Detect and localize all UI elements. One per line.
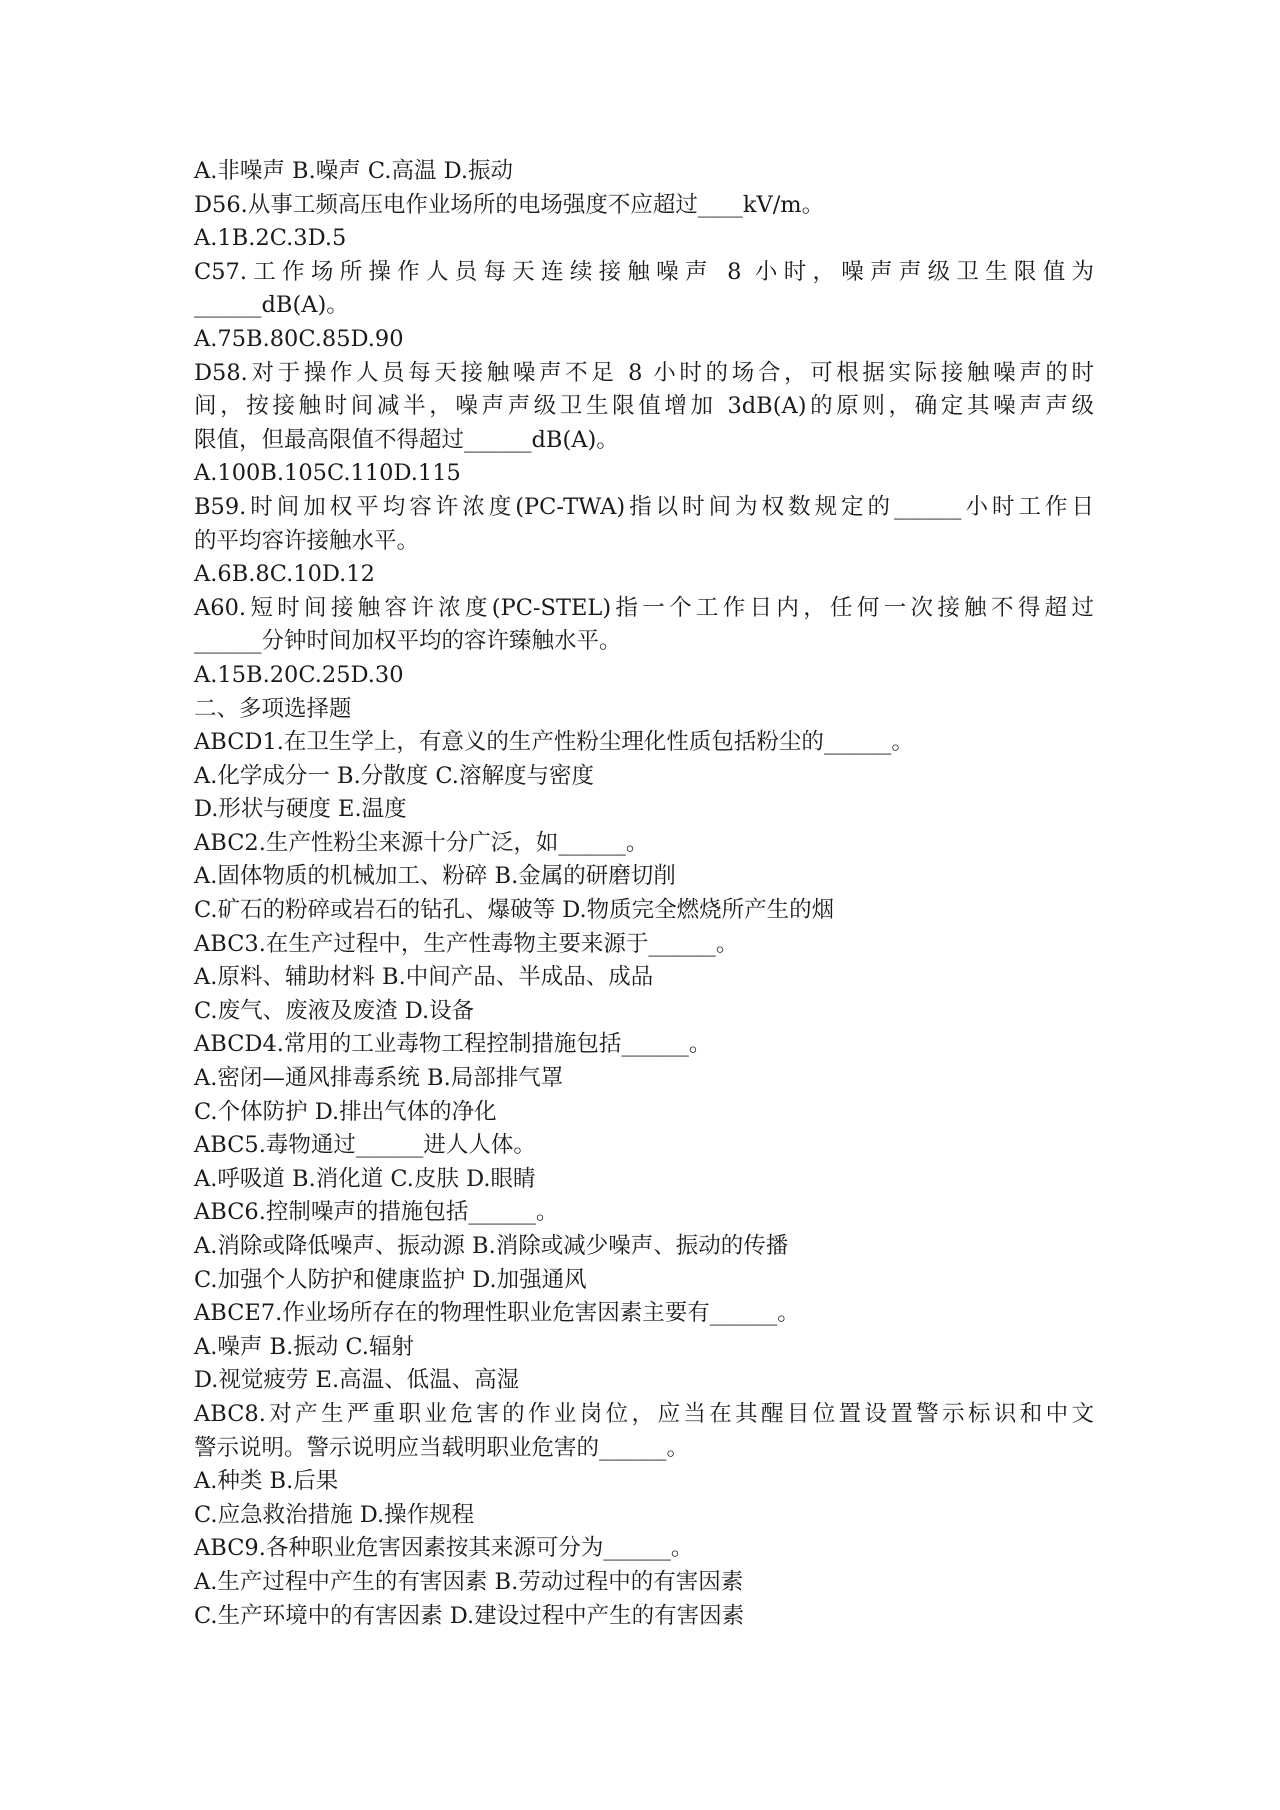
text-line: ABCD1.在卫生学上，有意义的生产性粉尘理化性质包括粉尘的______。 <box>194 729 914 756</box>
text-line: 间，按接触时间减半，噪声声级卫生限值增加 3dB(A)的原则，确定其噪声声级 <box>194 393 1094 420</box>
text-line: ABC5.毒物通过______进人人体。 <box>194 1132 536 1159</box>
text-line: C.废气、废液及废渣 D.设备 <box>194 997 475 1024</box>
section-heading: 二、多项选择题 <box>194 695 352 722</box>
text-line: ABC6.控制噪声的措施包括______。 <box>194 1199 559 1226</box>
text-line: ______dB(A)。 <box>194 292 349 319</box>
text-line: A.15B.20C.25D.30 <box>194 661 404 688</box>
text-line: C.生产环境中的有害因素 D.建设过程中产生的有害因素 <box>194 1602 745 1629</box>
text-line: D56.从事工频高压电作业场所的电场强度不应超过____kV/m。 <box>194 191 825 218</box>
text-line: 警示说明。警示说明应当载明职业危害的______。 <box>194 1434 690 1461</box>
text-line: C.应急救治措施 D.操作规程 <box>194 1501 475 1528</box>
text-line: A.化学成分一 B.分散度 C.溶解度与密度 <box>194 762 594 789</box>
text-line: C.矿石的粉碎或岩石的钻孔、爆破等 D.物质完全燃烧所产生的烟 <box>194 897 835 924</box>
text-line: D.形状与硬度 E.温度 <box>194 796 407 823</box>
text-line: D.视觉疲劳 E.高温、低温、高湿 <box>194 1367 520 1394</box>
text-line: ABCE7.作业场所存在的物理性职业危害因素主要有______。 <box>194 1300 800 1327</box>
text-line: A.1B.2C.3D.5 <box>194 225 347 252</box>
text-line: ABC3.在生产过程中，生产性毒物主要来源于______。 <box>194 930 739 957</box>
text-line: A.消除或降低噪声、振动源 B.消除或减少噪声、振动的传播 <box>194 1233 789 1259</box>
text-line: A.生产过程中产生的有害因素 B.劳动过程中的有害因素 <box>194 1568 744 1595</box>
text-line: A.100B.105C.110D.115 <box>194 460 461 487</box>
text-line: 的平均容许接触水平。 <box>194 527 420 554</box>
text-line: A.噪声 B.振动 C.辐射 <box>194 1333 414 1360</box>
text-line: ABC2.生产性粉尘来源十分广泛，如______。 <box>194 829 649 856</box>
text-line: A.固体物质的机械加工、粉碎 B.金属的研磨切削 <box>194 863 676 890</box>
text-line: A.密闭—通风排毒系统 B.局部排气罩 <box>194 1065 564 1092</box>
text-line: ABCD4.常用的工业毒物工程控制措施包括______。 <box>194 1031 712 1058</box>
text-line: A60.短时间接触容许浓度(PC-STEL)指一个工作日内，任何一次接触不得超过 <box>194 594 1094 621</box>
document-page <box>194 155 1094 1633</box>
text-line: ABC8.对产生严重职业危害的作业岗位，应当在其醒目位置设置警示标识和中文 <box>194 1400 1094 1427</box>
text-line: ______分钟时间加权平均的容许臻触水平。 <box>194 628 622 655</box>
text-line: A.原料、辅助材料 B.中间产品、半成品、成品 <box>194 964 654 991</box>
text-line: A.非噪声 B.噪声 C.高温 D.振动 <box>194 158 513 184</box>
text-line: A.种类 B.后果 <box>194 1468 339 1495</box>
text-line: A.呼吸道 B.消化道 C.皮肤 D.眼睛 <box>194 1165 536 1192</box>
text-line: D58.对于操作人员每天接触噪声不足 8 小时的场合，可根据实际接触噪声的时 <box>194 359 1094 386</box>
text-line: C.个体防护 D.排出气体的净化 <box>194 1098 497 1125</box>
text-line: ABC9.各种职业危害因素按其来源可分为______。 <box>194 1535 694 1562</box>
text-line: A.6B.8C.10D.12 <box>194 561 375 588</box>
text-line: B59.时间加权平均容许浓度(PC-TWA)指以时间为权数规定的______小时工作日 <box>194 493 1094 520</box>
text-line: A.75B.80C.85D.90 <box>194 325 404 352</box>
text-line: C.加强个人防护和健康监护 D.加强通风 <box>194 1266 587 1293</box>
text-line: C57.工作场所操作人员每天连续接触噪声 8 小时，噪声声级卫生限值为 <box>194 258 1094 285</box>
text-line: 限值，但最高限值不得超过______dB(A)。 <box>194 426 619 453</box>
